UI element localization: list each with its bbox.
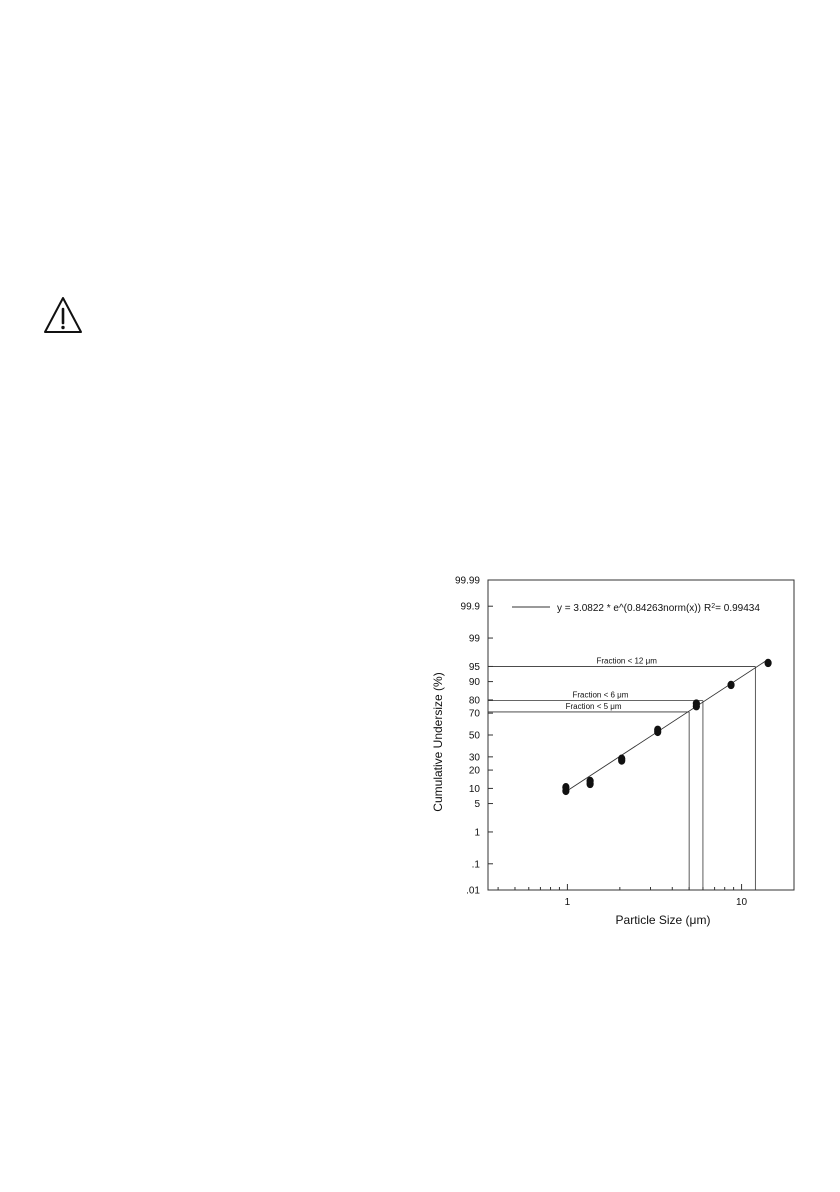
particle-size-chart <box>420 570 820 940</box>
fraction-label: Fraction < 12 μm <box>596 656 657 666</box>
warning-triangle-icon <box>43 296 83 334</box>
y-tick-label: 5 <box>474 799 480 811</box>
y-tick-label: 1 <box>474 827 480 839</box>
y-axis-label: Cumulative Undersize (%) <box>431 672 445 812</box>
x-tick-label: 1 <box>564 897 571 908</box>
fit-line <box>567 660 767 791</box>
legend-equation: y = 3.0822 * e^(0.84263norm(x)) <box>557 603 701 614</box>
y-tick-label: 70 <box>468 708 480 720</box>
chart-svg <box>420 570 820 940</box>
y-tick-label: .01 <box>466 885 480 897</box>
data-point <box>587 777 594 785</box>
data-point <box>727 681 734 689</box>
fraction-label: Fraction < 5 μm <box>565 701 622 711</box>
y-tick-label: 10 <box>468 783 480 795</box>
x-axis-label: Particle Size (μm) <box>615 913 711 927</box>
data-point <box>693 699 700 707</box>
data-point <box>618 754 625 762</box>
y-tick-label: 99.99 <box>454 575 480 587</box>
legend-r-squared: $R^2= 0.99434$ <box>704 602 760 614</box>
x-tick-label: 10 <box>736 897 748 908</box>
y-tick-label: 20 <box>468 765 480 777</box>
data-point <box>562 783 569 791</box>
plot-frame <box>488 580 794 890</box>
y-tick-label: 99 <box>468 633 480 645</box>
y-tick-label: 30 <box>468 752 480 764</box>
y-tick-label: 99.9 <box>460 601 480 613</box>
data-point <box>764 659 771 667</box>
y-tick-label: 95 <box>468 661 480 673</box>
y-tick-label: 80 <box>468 695 480 707</box>
y-tick-label: 50 <box>468 730 480 742</box>
data-point <box>654 726 661 734</box>
y-tick-label: .1 <box>471 859 480 871</box>
y-tick-label: 90 <box>468 677 480 689</box>
fraction-label: Fraction < 6 μm <box>572 690 629 700</box>
